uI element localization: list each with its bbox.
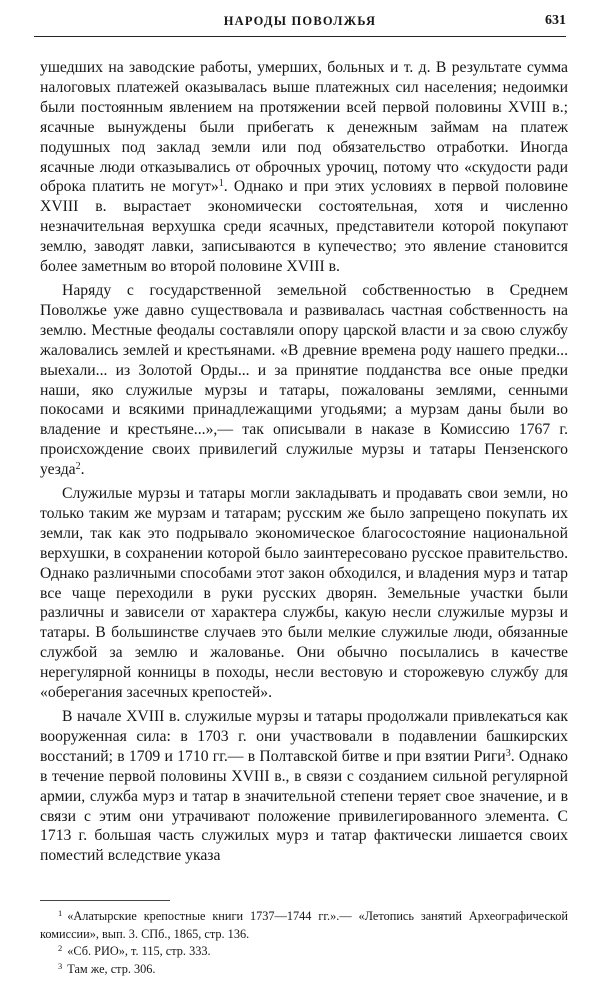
footnote-text: Там же, стр. 306. xyxy=(67,961,156,976)
running-title: НАРОДЫ ПОВОЛЖЬЯ xyxy=(223,14,377,28)
page-header xyxy=(34,12,566,38)
paragraph-text: . Однако в течение первой половины XVIII в., в связи с созданием сильной регулярной армии, служба мурз и татар в значительной степени теряет свое значение, и в связи с этим они утрачивают положение привилегированного элемента. С 1713 г. большая часть служилых мурз и татар фактически лишается своих поместий вследствие указа xyxy=(40,747,568,865)
paragraph xyxy=(40,484,568,703)
header-rule xyxy=(34,36,566,37)
footnote-2 xyxy=(40,943,568,961)
footnote-3 xyxy=(40,961,568,979)
paragraph-text: Служилые мурзы и татары могли закладывать и продавать свои земли, но только таким же мурзам и татарам; русским же было запрещено покупать их земли, так как это подрывало экономическое благосостояние национальной верхушки, в сохранении которой было заинтересовано русское правительство. Однако различными способами этот закон обходился, и владения мурз и татар все чаще переходили в руки русских дворян. Земельные участки были различны и зависели от характера службы, какую несли служилые мурзы и татары. В большинстве случаев это были мелкие служилые люди, обязанные службой за землю и жалованье. Они обычно посылались в качестве нерегулярной конницы в походы, несли вестовую и сторожевую службу для «оберегания засечных крепостей». xyxy=(40,485,568,702)
paragraph-text: . Однако и при этих условиях в первой половине XVIII в. вырастает экономически состоятельная, хотя и численно незначительная верхушка среди ясачных, представители которой покупают землю, заводят лавки, записываются в купечество; это явление становится более заметным во второй половине XVIII в. xyxy=(40,178,568,276)
footnote-number: 3 xyxy=(58,960,63,971)
paragraph-text: Наряду с государственной земельной собственностью в Среднем Поволжье уже давно существовала и развивалась частная собственность на землю. Местные феодалы составляли опору царской власти и за свою службу жаловались землей и крестьянами. «В древние времена роду нашего предки... выехали... из Золотой Орды... и за принятие подданства все оные предки наши, яко служилые мурзы и татары, пожалованы землями, сенными покосами и всякими принадлежащими угодьями; а мурзам даны были во владение и крестьяне...»,— так описывали в наказе в Комиссию 1767 г. происхождение своих привилегий служилые мурзы и татары Пензенского уезда xyxy=(40,281,568,479)
footnote-text: «Алатырские крепостные книги 1737—1744 гг.».— «Летопись занятий Археографической комиссии», вып. 3. СПб., 1865, стр. 136. xyxy=(40,909,568,941)
paragraph-text: В начале XVIII в. служилые мурзы и татары продолжали привлекаться как вооруженная сила: в 1703 г. они участвовали в подавлении башкирских восстаний; в 1709 и 1710 гг.— в Полтавской битве и при взятии Риги xyxy=(40,708,568,765)
paragraph xyxy=(40,281,568,480)
footnote-number: 1 xyxy=(58,908,63,918)
main-text xyxy=(40,58,568,866)
footnote-separator xyxy=(40,900,170,901)
footnote-ref-1: 1 xyxy=(218,178,224,190)
footnote-ref-2: 2 xyxy=(75,461,81,473)
footnotes xyxy=(40,908,568,978)
paragraph-text: . xyxy=(80,461,85,479)
paragraph xyxy=(40,707,568,866)
footnote-1 xyxy=(40,908,568,943)
paragraph-text: ушедших на заводские работы, умерших, больных и т. д. В результате сумма налоговых платежей оказывалась выше платежных сил населения; недоимки были постоянным явлением на протяжении всей первой половины XVIII в.; ясачные вынуждены были прибегать к денежным займам на платеж подушных под заклад земли или под обязательство отработки. Иногда ясачные люди отказывались от оброчных урочиц, потому что «скудости ради оброка платить не могут» xyxy=(40,59,568,196)
footnote-ref-3: 3 xyxy=(505,747,511,759)
footnote-number: 2 xyxy=(58,943,63,953)
footnote-text: «Сб. РИО», т. 115, стр. 333. xyxy=(67,944,211,958)
paragraph-continuation xyxy=(40,58,568,277)
page-number: 631 xyxy=(545,13,566,28)
